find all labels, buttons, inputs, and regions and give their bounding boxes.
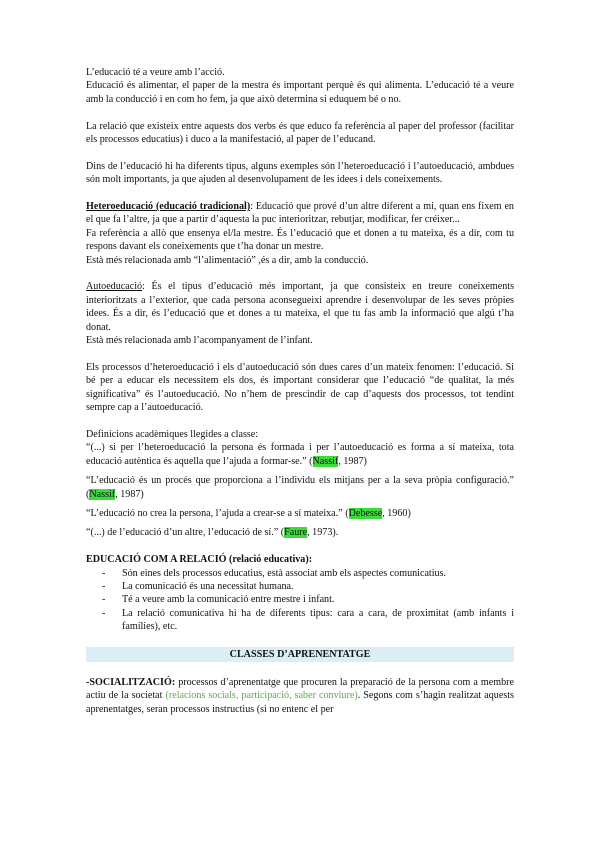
intro-line-1: L’educació té a veure amb l’acció. [86,67,225,78]
quote-author-2: Nassif [89,488,116,500]
quote-3: “L’educació no crea la persona, l’ajuda a crear-se a sí mateixa.” (Debesse, 1960) [86,507,411,519]
quote-author-3: Debesse [348,507,383,519]
list-item: - Té a veure amb la comunicació entre mestre i infant. [108,593,514,606]
socialization-paragraph: -SOCIALITZACIÓ: processos d’aprenentatge que procuren la preparació de la persona com a membre actiu de la societat (relacions socials, participació, saber conviure). Segons com s’hagin realitzat aquests aprenentatges, seran processos instructius (si no entenc el per [86,676,514,715]
relation-heading: EDUCACIÓ COM A RELACIÓ (relació educativa): [86,554,313,566]
processes-paragraph: Els processos d’heteroeducació i els d’autoeducació són dues cares d’un mateix fenomen: l’educació. Si bé per a educar els necessitem els dos, és important considerar que l’educació “de qualitat, la més significativa” és l’autoeducació. No n’hem de prescindir de cap d’aquests dos processos, tot tendint sempre cap a l’autoeducació. [86,361,514,414]
socialization-title: -SOCIALITZACIÓ: [86,676,176,688]
list-item: - La comunicació és una necessitat humana. [108,580,514,593]
quote-author-1: Nassif [312,455,339,467]
auto-title: Autoeducació [86,281,143,293]
hetero-text: : Educació que prové d’un altre diferent a mi, quan ens fixem en el que fa l’altre, ja que a partir d’aquesta la puc interioritzar, rebutjar, modificar, fer créixer... [86,201,514,226]
quote-1: “(...) si per l’heteroeducació la persona és formada i per l’autoeducació es forma a sí mateixa, tota educació autèntica és aquella que l’ajuda a formar-se.” (Nassif, 1987) [86,442,514,467]
quote-author-4: Faure [284,527,308,539]
hetero-paragraph [86,200,514,227]
hetero-title: Heteroeducació (educació tradicional) [86,201,251,213]
section-banner: CLASSES D’APRENENTATGE [86,647,514,662]
hetero-line-3: Està més relacionada amb “l’alimentació” ,és a dir, amb la conducció. [86,254,369,266]
definitions-heading: Definicions acadèmiques llegides a classe: [86,428,259,440]
auto-line-2: Està més relacionada amb l’acompanyament de l’infant. [86,335,313,347]
auto-paragraph [86,280,514,334]
types-paragraph: Dins de l’educació hi ha diferents tipus, alguns exemples són l’heteroeducació i l’autoeducació, ambdues són molt importants, ja que ajuden al desenvolupament de les idees i dels coneixements. [86,160,514,186]
green-examples: (relacions socials, participació, saber conviure) [165,690,358,702]
hetero-line-2: Fa referència a allò que ensenya el/la mestre. És l’educació que et donen a tu mateixa, és a dir, com tu respons davant els coneixements que t’ha donar un mestre. [86,227,514,253]
list-item: - Són eines dels processos educatius, està associat amb els aspectes comunicatius. [108,567,514,580]
list-item: - La relació comunicativa hi ha de diferents tipus: cara a cara, de proximitat (amb infants i famílies), etc. [108,607,514,634]
intro-line-2: Educació és alimentar, el paper de la mestra és important perquè és qui alimenta. L’educació té a veure amb la conducció i en com ho fem, ja que això determina si eduquem bé o no. [86,80,514,105]
auto-text: : És el tipus d’educació més important, ja que consisteix en treure coneixements interioritzats a l’exterior, que cada persona aconsegueixi aprendre i desenvolupar de les seves pròpies idees. És a dir, és l’educació que et dones a tu mateixa, el que tu fas amb la informació que algú t’ha donat. [86,281,514,333]
verbs-paragraph: La relació que existeix entre aquests dos verbs és que educo fa referència al paper del professor (facilitar els processos educatius) i duco a la manifestació, al paper de l’educand. [86,120,514,146]
quote-2: “L’educació és un procés que proporciona a l’individu els mitjans per a la seva pròpia configuració.” (Nassif, 1987) [86,475,514,500]
quote-4: “(...) de l’educació d’un altre, l’educació de sí.” (Faure, 1973). [86,527,339,539]
relation-list [86,567,514,634]
